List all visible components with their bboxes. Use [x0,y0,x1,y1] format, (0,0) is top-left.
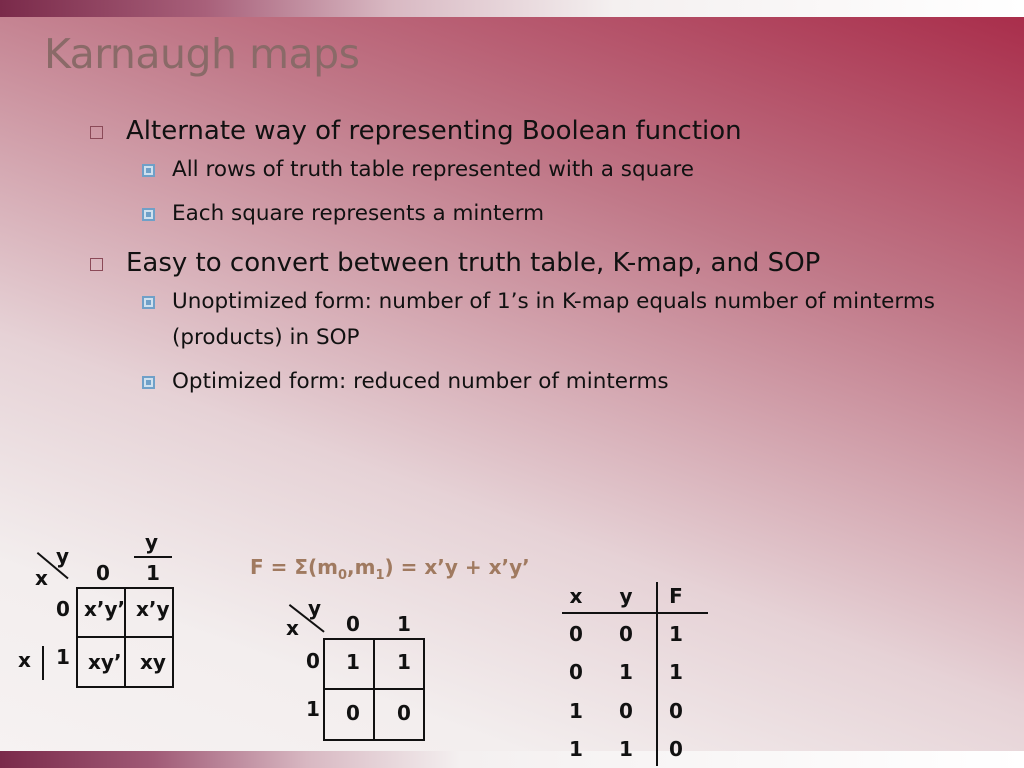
sop-formula [250,555,530,583]
tt-header-f: F [669,584,683,608]
formula-prefix: F = Σ(m [250,555,338,579]
kmap-cell-00: x’y’ [84,597,126,621]
bullet-2 [88,244,968,282]
bullet-1-text: Alternate way of representing Boolean function [126,116,742,146]
kmap-values-row-header-0: 0 [306,649,320,673]
kmap-values-cell-10: 0 [346,701,360,725]
tt-r1-f: 1 [669,660,683,684]
tt-header-x: x [569,584,583,608]
row-var-bar [42,646,44,680]
kmap-values-col-header-0: 0 [346,612,360,636]
sub-bullet-2-1 [172,284,968,356]
bullet-2-text: Easy to convert between truth table, K-map, and SOP [126,248,821,278]
sub-bullet-1-2 [172,196,968,232]
sub-bullet-1-1 [172,152,968,188]
formula-sub-0: 0 [338,568,348,583]
bottom-decor-bar [0,751,1024,768]
kmap-values-cell-01: 1 [397,650,411,674]
kmap-grid-hline [76,636,174,638]
tt-r0-y: 0 [619,622,633,646]
top-decor-bar [0,0,1024,17]
bullet-list [88,112,968,408]
filled-square-bullet-icon [142,376,155,389]
filled-square-bullet-icon [142,164,155,177]
tt-r1-x: 0 [569,660,583,684]
sub-bullet-2-2 [172,364,968,400]
tt-r0-x: 0 [569,622,583,646]
col-var-underline [134,556,172,558]
kmap-row-var: x [18,648,31,672]
kmap-col-header-1: 1 [146,561,160,585]
filled-square-bullet-icon [142,296,155,309]
kmap-cell-01: x’y [136,597,170,621]
kmap-row-header-1: 1 [56,645,70,669]
hollow-square-bullet-icon [90,258,103,271]
filled-square-bullet-icon [142,208,155,221]
hollow-square-bullet-icon [90,126,103,139]
truth-table-header-rule [562,612,708,614]
kmap-corner-y: y [56,544,70,568]
formula-comma: ,m [347,555,376,579]
kmap-values-grid-hline [323,688,425,690]
tt-r2-f: 0 [669,699,683,723]
kmap-col-var: y [145,530,159,554]
sub-bullet-1-1-text: All rows of truth table represented with a square [172,157,694,182]
tt-r3-x: 1 [569,737,583,761]
kmap-values-corner-y: y [308,596,322,620]
kmap-row-header-0: 0 [56,597,70,621]
slide-title: Karnaugh maps [44,30,360,78]
tt-r1-y: 1 [619,660,633,684]
kmap-col-header-0: 0 [96,561,110,585]
kmap-cell-10: xy’ [88,650,122,674]
sub-bullet-1-2-text: Each square represents a minterm [172,201,545,226]
formula-sub-1: 1 [375,568,385,583]
kmap-values-corner-x: x [286,616,299,640]
tt-r3-y: 1 [619,737,633,761]
kmap-cell-11: xy [140,650,166,674]
kmap-values-cell-11: 0 [397,701,411,725]
kmap-values-col-header-1: 1 [397,612,411,636]
tt-r2-x: 1 [569,699,583,723]
tt-header-y: y [619,584,633,608]
kmap-corner-x: x [35,566,48,590]
sub-bullet-2-2-text: Optimized form: reduced number of minterms [172,369,669,394]
kmap-values-cell-00: 1 [346,650,360,674]
kmap-values-row-header-1: 1 [306,697,320,721]
sub-bullet-2-1-text: Unoptimized form: number of 1’s in K-map equals number of minterms (products) in SOP [172,289,935,350]
tt-r0-f: 1 [669,622,683,646]
formula-suffix: ) = x’y + x’y’ [384,555,530,579]
tt-r2-y: 0 [619,699,633,723]
bullet-1 [88,112,968,150]
tt-r3-f: 0 [669,737,683,761]
